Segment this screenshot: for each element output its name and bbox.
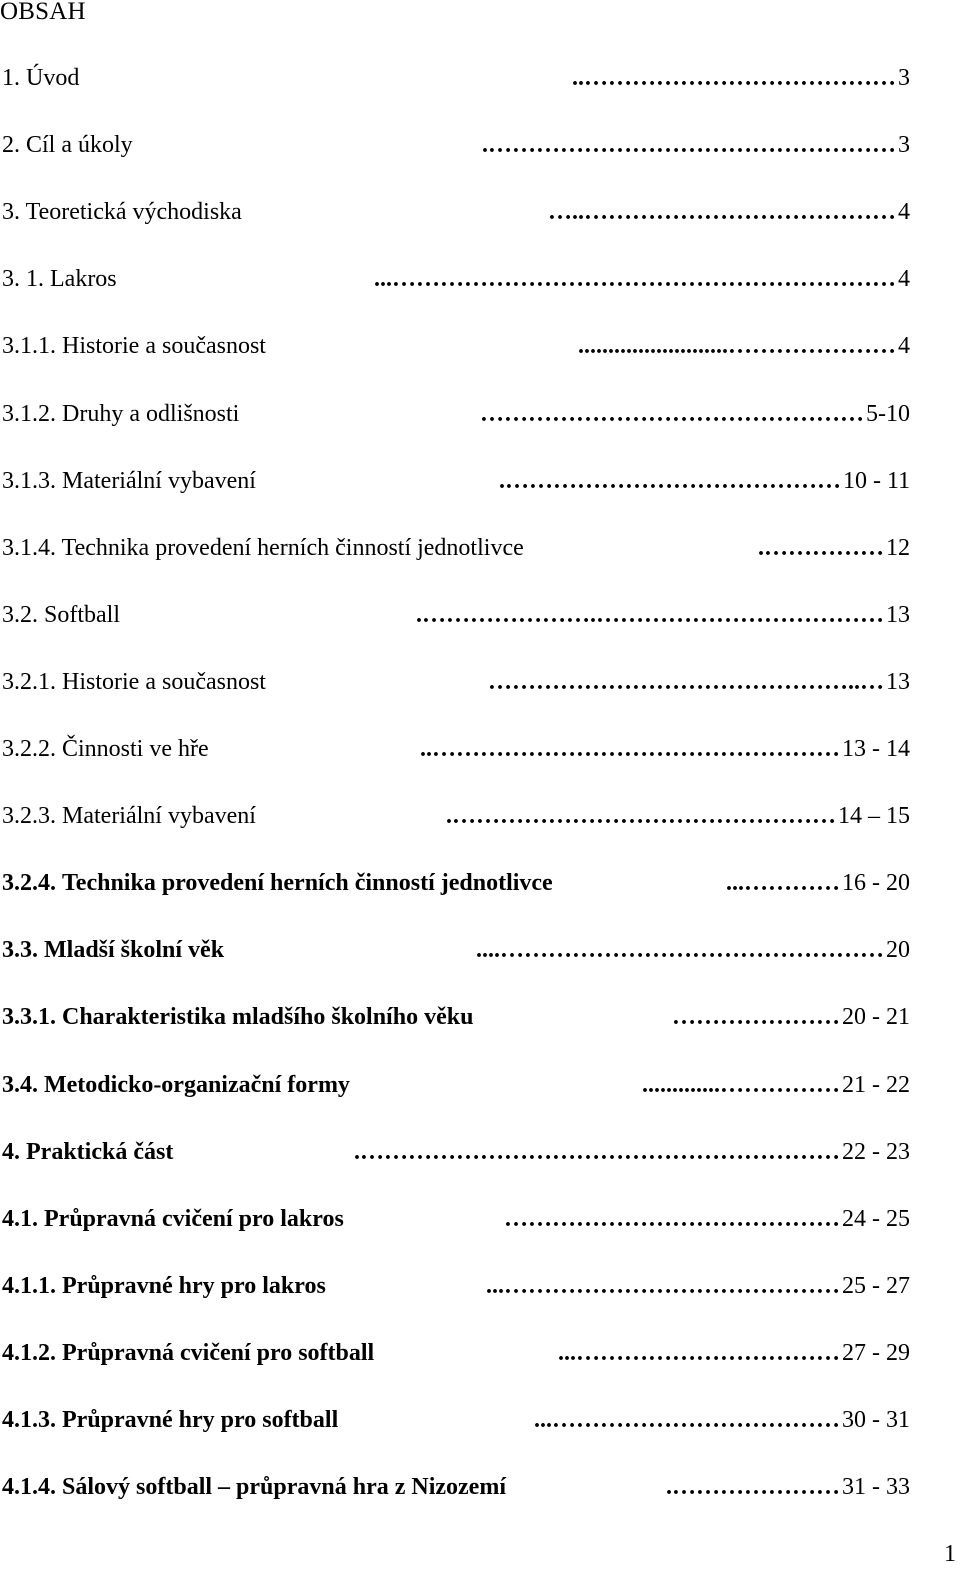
toc-entry-leader: …………………………………………….. xyxy=(420,736,840,762)
toc-entry-label: Technika provedení herních činností jednotlivce xyxy=(61,535,524,561)
toc-entry-label: Druhy a odlišnosti xyxy=(62,401,240,427)
toc-entry-page: 16 - 20 xyxy=(842,870,910,896)
toc-entry-number: 4.1.3. xyxy=(2,1407,56,1433)
toc-entry-leader: ……………. xyxy=(758,535,884,561)
toc-entry-label: Historie a současnost xyxy=(62,669,266,695)
toc-entry-page: 20 - 21 xyxy=(842,1004,910,1030)
toc-entry-number: 4.1.2. xyxy=(2,1340,56,1366)
toc-entry-number: 3. xyxy=(2,199,20,225)
toc-entry-leader: …..……………………………………… xyxy=(488,669,884,695)
toc-entry-label: Materiální vybavení xyxy=(62,468,256,494)
toc-entry-page: 31 - 33 xyxy=(842,1474,910,1500)
toc-entry-label: Materiální vybavení xyxy=(62,803,256,829)
toc-entry-leader: ………………………………………….... xyxy=(476,937,884,963)
toc-entry-page: 4 xyxy=(898,266,910,292)
toc-entry-leader: …………………………………..… xyxy=(548,199,896,225)
toc-entry-label: Úvod xyxy=(26,65,80,91)
toc-entry-number: 4.1. xyxy=(2,1206,38,1232)
toc-entry-leader: ……………………………………... xyxy=(486,1273,840,1299)
toc-entry-leader: ……………………………….…………………. xyxy=(416,602,884,628)
toc-entry-number: 4. xyxy=(2,1139,20,1165)
toc-entry-number: 3.4. xyxy=(2,1072,38,1098)
toc-entry-leader: ……………………………... xyxy=(558,1340,840,1366)
toc-entry-number: 4.1.1. xyxy=(2,1273,56,1299)
toc-entry-label: Softball xyxy=(44,602,120,628)
toc-entry-label: Historie a současnost xyxy=(62,333,266,359)
toc-entry xyxy=(2,1473,910,1501)
toc-entry-leader: ………………… xyxy=(672,1004,840,1030)
toc-entry xyxy=(2,936,910,964)
toc-entry-leader: …………………………………… xyxy=(504,1206,840,1232)
toc-entry-number: 2. xyxy=(2,132,20,158)
toc-entry-number: 3. 1. xyxy=(2,266,44,292)
toc-entry-label: Průpravné hry pro softball xyxy=(62,1407,339,1433)
toc-entry-label: Sálový softball – průpravná hra z Nizozemí xyxy=(62,1474,506,1500)
toc-entry-leader: ………………………………………… xyxy=(480,401,864,427)
toc-entry-page: 14 – 15 xyxy=(838,803,910,829)
toc-entry-label: Technika provedení herních činností jednotlivce xyxy=(62,870,553,896)
toc-entry-number: 3.2.3. xyxy=(2,803,56,829)
toc-entry-number: 3.2. xyxy=(2,602,38,628)
toc-entry-page: 3 xyxy=(898,65,910,91)
toc-entry-number: 3.1.4. xyxy=(2,535,56,561)
toc-entry-label: Činnosti ve hře xyxy=(62,736,209,762)
toc-entry xyxy=(2,400,910,428)
toc-entry-leader: …………... xyxy=(726,870,840,896)
toc-entry-label: Charakteristika mladšího školního věku xyxy=(62,1004,474,1030)
toc-entry-leader: ……………………………………. xyxy=(499,468,841,494)
toc-entry-number: 3.2.1. xyxy=(2,669,56,695)
toc-entry-number: 3.2.4. xyxy=(2,870,56,896)
toc-entry-page: 25 - 27 xyxy=(842,1273,910,1299)
toc-entry-page: 4 xyxy=(898,333,910,359)
toc-entry-page: 21 - 22 xyxy=(842,1072,910,1098)
toc-entry xyxy=(2,1138,910,1166)
toc-entry xyxy=(2,1003,910,1031)
toc-entry-page: 12 xyxy=(886,535,910,561)
toc-entry-leader: …………………......................... xyxy=(578,333,896,359)
toc-entry-page: 30 - 31 xyxy=(842,1407,910,1433)
toc-entry-leader: …………………………………………. xyxy=(446,803,836,829)
toc-entry-page: 13 - 14 xyxy=(842,736,910,762)
toc-entry xyxy=(2,1272,910,1300)
toc-entry xyxy=(2,735,910,763)
toc-entry xyxy=(2,1406,910,1434)
toc-entry-page: 5-10 xyxy=(866,401,910,427)
toc-entry xyxy=(2,64,910,92)
toc-entry-label: Průpravná cvičení pro lakros xyxy=(44,1206,344,1232)
toc-entry-number: 4.1.4. xyxy=(2,1474,56,1500)
toc-entry xyxy=(2,802,910,830)
toc-entry-number: 3.2.2. xyxy=(2,736,56,762)
toc-entry-label: Teoretická východiska xyxy=(25,199,242,225)
toc-entry-number: 1. xyxy=(2,65,20,91)
toc-entry xyxy=(2,869,910,897)
toc-entry xyxy=(2,601,910,629)
toc-entry-number: 3.3.1. xyxy=(2,1004,56,1030)
toc-entry-number: 3.1.1. xyxy=(2,333,56,359)
toc-entry-leader: ………………………………………………………... xyxy=(374,266,896,292)
toc-entry-number: 3.1.2. xyxy=(2,401,56,427)
toc-entry xyxy=(2,1205,910,1233)
toc-entry-leader: ……………………………………………. xyxy=(482,132,896,158)
toc-entry xyxy=(2,332,910,360)
toc-entry-page: 27 - 29 xyxy=(842,1340,910,1366)
toc-entry-page: 20 xyxy=(886,937,910,963)
toc-entry-leader: ……………............. xyxy=(642,1072,840,1098)
toc-entry-page: 4 xyxy=(898,199,910,225)
toc-entry-leader: ……………………………………………………. xyxy=(354,1139,840,1165)
page-title: OBSAH xyxy=(0,0,86,25)
toc-entry xyxy=(2,265,910,293)
toc-entry-page: 24 - 25 xyxy=(842,1206,910,1232)
toc-entry xyxy=(2,131,910,159)
toc-entry xyxy=(2,467,910,495)
toc-entry xyxy=(2,198,910,226)
page-number: 1 xyxy=(944,1541,956,1567)
toc-entry-label: Mladší školní věk xyxy=(44,937,225,963)
toc-entry-label: Cíl a úkoly xyxy=(26,132,133,158)
toc-entry-leader: ………………………………….. xyxy=(572,65,896,91)
toc-entry-number: 3.1.3. xyxy=(2,468,56,494)
toc-entry xyxy=(2,1339,910,1367)
toc-entry xyxy=(2,668,910,696)
toc-entry-label: Lakros xyxy=(50,266,117,292)
toc-entry-page: 13 xyxy=(886,669,910,695)
toc-entry-leader: ………………………………... xyxy=(534,1407,840,1433)
toc-entry-label: Průpravné hry pro lakros xyxy=(62,1273,326,1299)
toc-entry xyxy=(2,1071,910,1099)
toc-entry-leader: …………………. xyxy=(666,1474,840,1500)
toc-entry-label: Metodicko-organizační formy xyxy=(44,1072,350,1098)
toc-entry-page: 22 - 23 xyxy=(842,1139,910,1165)
toc-entry-page: 3 xyxy=(898,132,910,158)
toc-entry-page: 10 - 11 xyxy=(843,468,911,494)
toc-entry xyxy=(2,534,910,562)
toc-entry-page: 13 xyxy=(886,602,910,628)
toc-entry-label: Průpravná cvičení pro softball xyxy=(62,1340,375,1366)
toc-entry-label: Praktická část xyxy=(26,1139,174,1165)
toc-entry-number: 3.3. xyxy=(2,937,38,963)
